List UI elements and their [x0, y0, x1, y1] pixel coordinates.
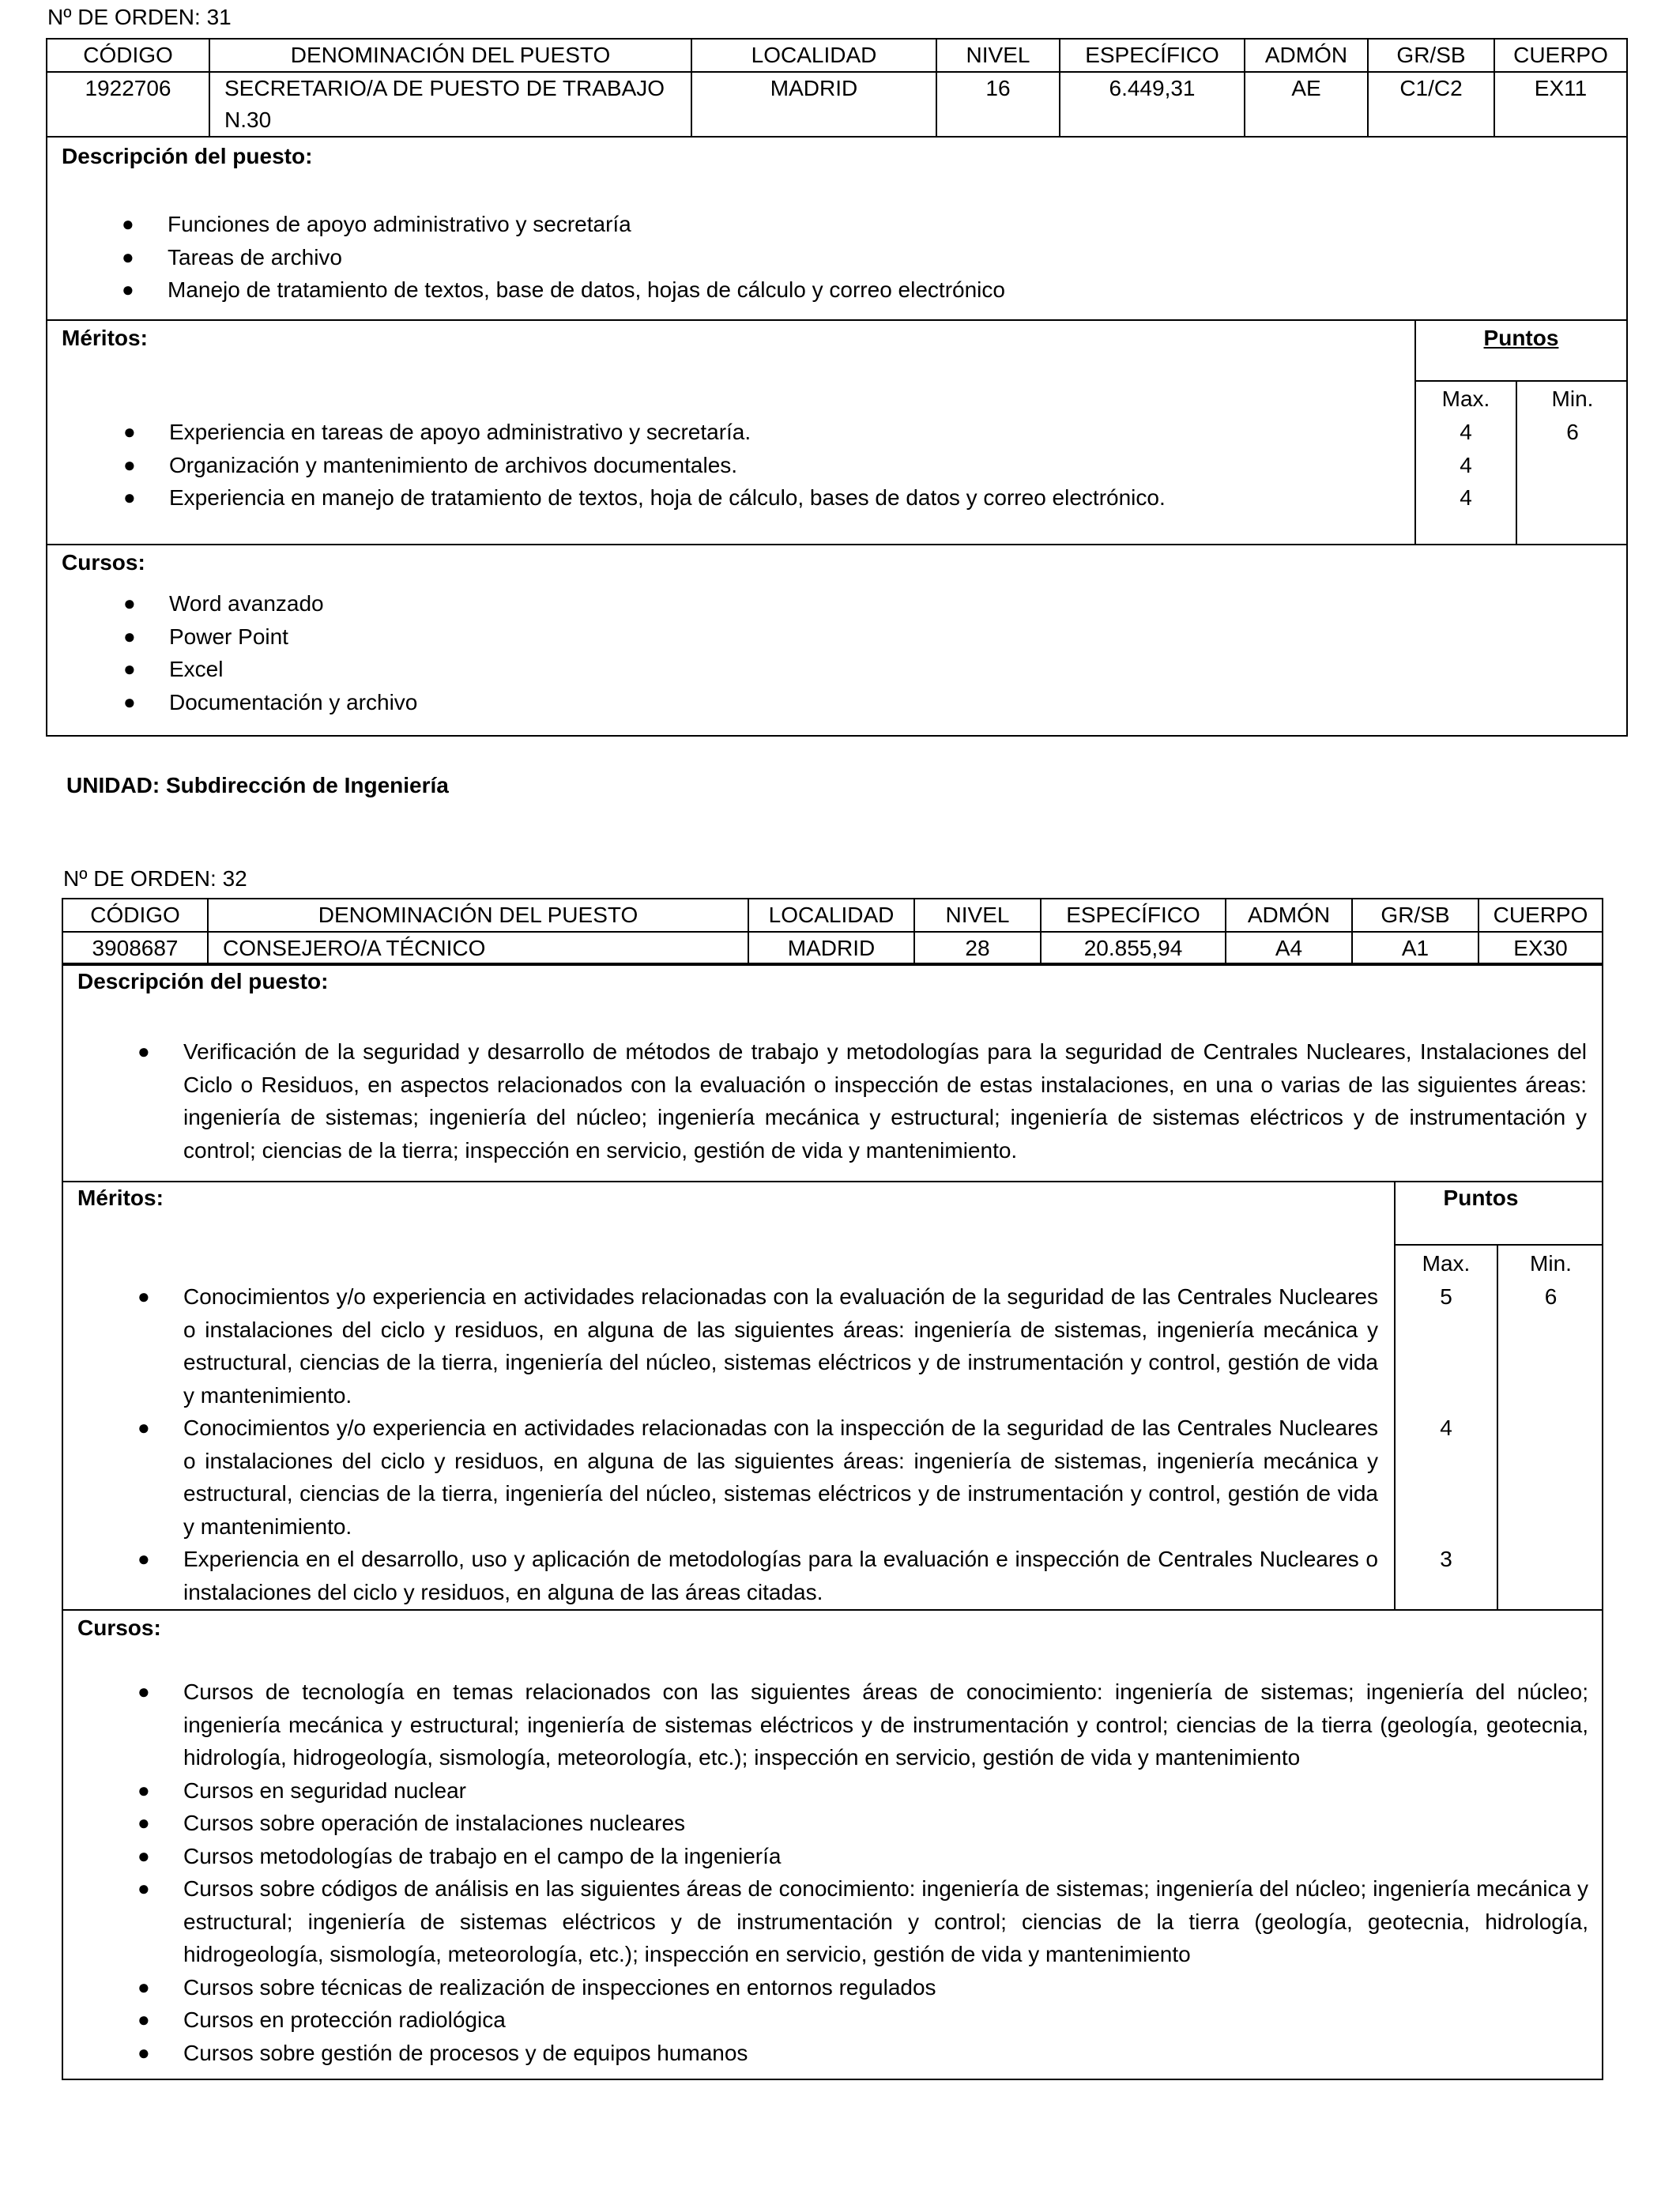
- bullet-icon: ●: [122, 212, 134, 236]
- col-admon: ADMÓN: [1226, 899, 1352, 932]
- col-especifico: ESPECÍFICO: [1041, 899, 1226, 932]
- list-item: ● Cursos sobre operación de instalaciones nucleares: [183, 1807, 1588, 1840]
- cell-cuerpo: EX11: [1494, 72, 1627, 137]
- col-nivel: NIVEL: [914, 899, 1041, 932]
- cell-denominacion: CONSEJERO/A TÉCNICO: [208, 932, 748, 965]
- description-label: Descripción del puesto:: [77, 969, 329, 993]
- points-label: Puntos: [1483, 326, 1559, 350]
- list-item: ● Word avanzado: [169, 587, 1591, 620]
- bullet-icon: ●: [123, 591, 136, 615]
- cell-codigo: 1922706: [47, 72, 209, 137]
- col-denominacion: DENOMINACIÓN DEL PUESTO: [208, 899, 748, 932]
- list-item: ● Conocimientos y/o experiencia en actividades relacionadas con la inspección de la seguridad de las Centrales Nucleares o instalaciones del ciclo y residuos, en alguna de las siguientes áreas: ingeniería de sistemas, ingeniería mecánica y estructural, ciencias de la tierra, ingeniería del núcleo, sistemas eléctricos y de instrumentación y control, gestión de vida y mantenimiento.: [183, 1412, 1378, 1543]
- list-item: ● Tareas de archivo: [168, 241, 1590, 274]
- cell-admon: AE: [1245, 72, 1368, 137]
- cell-nivel: 16: [936, 72, 1060, 137]
- list-item: ● Cursos sobre códigos de análisis en las siguientes áreas de conocimiento: ingeniería de sistemas; ingeniería del núcleo; ingeniería mecánica y estructural; ingeniería de sistemas eléctricos y de instrumentación y control; ciencias de la tierra (geología, geotecnia, hidrología, hidrogeología, sismología, meteorología, etc.); inspección en servicio, gestión de vida y mantenimiento: [183, 1872, 1588, 1971]
- courses-label: Cursos:: [62, 550, 145, 575]
- bullet-icon: ●: [137, 1811, 150, 1834]
- table-row: [62, 932, 1603, 965]
- list-item: ● Experiencia en manejo de tratamiento de textos, hoja de cálculo, bases de datos y correo electrónico.: [169, 481, 1402, 515]
- bullet-icon: ●: [137, 1679, 150, 1703]
- min-value: 6: [1566, 420, 1579, 444]
- list-item: ● Cursos en protección radiológica: [183, 2004, 1588, 2037]
- list-item: ● Cursos sobre técnicas de realización de inspecciones en entornos regulados: [183, 1971, 1588, 2004]
- table-row: [47, 72, 1627, 137]
- col-grsb: GR/SB: [1352, 899, 1478, 932]
- job-32-courses-list: [137, 1676, 1588, 2069]
- cell-nivel: 28: [914, 932, 1041, 965]
- bullet-icon: ●: [137, 1547, 150, 1570]
- list-item: ● Manejo de tratamiento de textos, base de datos, hojas de cálculo y correo electrónico: [168, 273, 1590, 307]
- job-32-merits-list: [137, 1280, 1378, 1608]
- bullet-icon: ●: [123, 689, 136, 714]
- order-number-32: Nº DE ORDEN: 32: [63, 866, 247, 891]
- max-value: 5: [1440, 1284, 1452, 1309]
- col-denominacion: DENOMINACIÓN DEL PUESTO: [209, 39, 691, 72]
- list-item: ● Excel: [169, 653, 1591, 686]
- col-admon: ADMÓN: [1245, 39, 1368, 72]
- list-item: ● Verificación de la seguridad y desarrollo de métodos de trabajo y metodologías para la seguridad de Centrales Nucleares, Instalaciones del Ciclo o Residuos, en aspectos relacionados con la evaluación o inspección de estas instalaciones, en una o varias de las siguientes áreas: ingeniería de sistemas; ingeniería del núcleo; ingeniería mecánica y estructural; ingeniería de sistemas eléctricos y de instrumentación y control; ciencias de la tierra; inspección en servicio, gestión de vida y mantenimiento.: [183, 1035, 1587, 1167]
- job-31-courses-list: [123, 587, 1591, 718]
- list-item: ● Cursos de tecnología en temas relacionados con las siguientes áreas de conocimiento: ingeniería de sistemas; ingeniería del núcleo; ingeniería mecánica y estructural; ingeniería de sistemas eléctricos y de instrumentación y control; ciencias de la tierra (geología, geotecnia, hidrología, hidrogeología, sismología, meteorología, etc.); inspección en servicio, gestión de vida y mantenimiento: [183, 1676, 1588, 1774]
- col-cuerpo: CUERPO: [1478, 899, 1603, 932]
- col-codigo: CÓDIGO: [62, 899, 208, 932]
- list-item: ● Funciones de apoyo administrativo y secretaría: [168, 208, 1590, 241]
- col-localidad: LOCALIDAD: [691, 39, 936, 72]
- bullet-icon: ●: [137, 1843, 150, 1868]
- col-cuerpo: CUERPO: [1494, 39, 1627, 72]
- list-item: ● Experiencia en tareas de apoyo administrativo y secretaría.: [169, 416, 1402, 449]
- job-31-header-table: [46, 38, 1626, 138]
- cell-especifico: 20.855,94: [1041, 932, 1226, 965]
- col-grsb: GR/SB: [1368, 39, 1494, 72]
- job-32-header-table: [62, 898, 1602, 966]
- bullet-icon: ●: [137, 1416, 150, 1439]
- list-item: ● Cursos en seguridad nuclear: [183, 1774, 1588, 1808]
- bullet-icon: ●: [137, 1974, 150, 1999]
- list-item: ● Cursos metodologías de trabajo en el campo de la ingeniería: [183, 1840, 1588, 1873]
- bullet-icon: ●: [122, 244, 134, 269]
- max-points: [1416, 416, 1516, 515]
- bullet-icon: ●: [123, 452, 136, 477]
- cell-codigo: 3908687: [62, 932, 208, 965]
- max-value: 4: [1460, 452, 1472, 477]
- bullet-icon: ●: [123, 624, 136, 648]
- order-number-31: Nº DE ORDEN: 31: [47, 5, 232, 29]
- divider: [1414, 380, 1628, 382]
- merits-label: Méritos:: [77, 1186, 164, 1210]
- bullet-icon: ●: [137, 1284, 150, 1308]
- unit-heading: UNIDAD: Subdirección de Ingeniería: [66, 773, 449, 797]
- job-31-description-list: [122, 208, 1590, 307]
- list-item: ● Documentación y archivo: [169, 686, 1591, 719]
- bullet-icon: ●: [137, 2007, 150, 2031]
- courses-label: Cursos:: [77, 1615, 161, 1640]
- description-label: Descripción del puesto:: [62, 144, 313, 168]
- bullet-icon: ●: [137, 1777, 150, 1802]
- cell-grsb: A1: [1352, 932, 1478, 965]
- bullet-icon: ●: [137, 2040, 150, 2064]
- list-item: ● Conocimientos y/o experiencia en actividades relacionadas con la evaluación de la seguridad de las Centrales Nucleares o instalaciones del ciclo y residuos, en alguna de las siguientes áreas: ingeniería de sistemas, ingeniería mecánica y estructural, ciencias de la tierra, ingeniería del núcleo, sistemas eléctricos y de instrumentación y control, gestión de vida y mantenimiento.: [183, 1280, 1378, 1412]
- bullet-icon: ●: [123, 485, 136, 509]
- cell-especifico: 6.449,31: [1060, 72, 1245, 137]
- max-value: 4: [1460, 420, 1472, 444]
- max-value: 4: [1460, 485, 1472, 510]
- min-header: Min.: [1530, 1251, 1572, 1276]
- cell-admon: A4: [1226, 932, 1352, 965]
- max-value: 4: [1440, 1416, 1452, 1440]
- list-item: ● Experiencia en el desarrollo, uso y aplicación de metodologías para la evaluación e inspección de Centrales Nucleares o instalaciones del ciclo y residuos, en alguna de las áreas citadas.: [183, 1543, 1378, 1608]
- col-nivel: NIVEL: [936, 39, 1060, 72]
- points-label: Puntos: [1443, 1186, 1519, 1210]
- list-item: ● Organización y mantenimiento de archivos documentales.: [169, 449, 1402, 482]
- col-especifico: ESPECÍFICO: [1060, 39, 1245, 72]
- cell-localidad: MADRID: [748, 932, 914, 965]
- job-32-description-list: [137, 1035, 1587, 1167]
- bullet-icon: ●: [137, 1039, 150, 1063]
- max-value: 3: [1440, 1547, 1452, 1571]
- bullet-icon: ●: [123, 657, 136, 680]
- min-header: Min.: [1551, 386, 1594, 411]
- max-header: Max.: [1422, 1251, 1471, 1276]
- cell-grsb: C1/C2: [1368, 72, 1494, 137]
- header-row: [62, 899, 1603, 932]
- merits-label: Méritos:: [62, 326, 148, 350]
- cell-cuerpo: EX30: [1478, 932, 1603, 965]
- bullet-icon: ●: [137, 1876, 150, 1900]
- cell-localidad: MADRID: [691, 72, 936, 137]
- list-item: ● Power Point: [169, 620, 1591, 654]
- bullet-icon: ●: [122, 277, 134, 301]
- min-value: 6: [1544, 1284, 1558, 1309]
- job-31-merits-list: [123, 416, 1402, 515]
- list-item: ● Cursos sobre gestión de procesos y de equipos humanos: [183, 2037, 1588, 2070]
- cell-denominacion: SECRETARIO/A DE PUESTO DE TRABAJO N.30: [209, 72, 691, 137]
- col-localidad: LOCALIDAD: [748, 899, 914, 932]
- col-codigo: CÓDIGO: [47, 39, 209, 72]
- max-header: Max.: [1441, 386, 1490, 411]
- header-row: [47, 39, 1627, 72]
- divider: [1394, 1244, 1603, 1246]
- bullet-icon: ●: [123, 420, 136, 443]
